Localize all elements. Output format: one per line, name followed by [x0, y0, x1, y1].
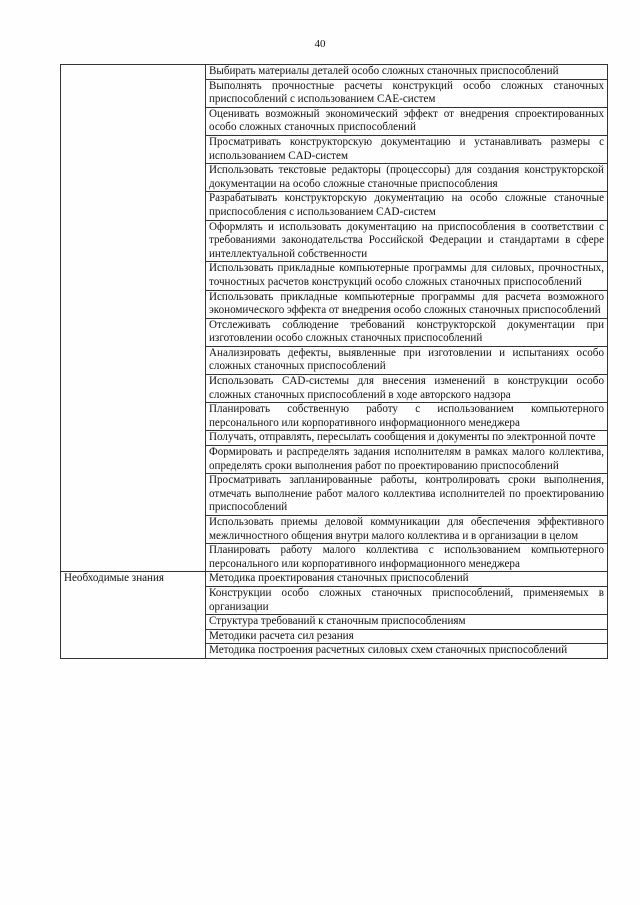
competency-table	[60, 64, 608, 659]
skill-item: Отслеживать соблюдение требований конструкторской документации при изготовлении особо сложных станочных приспособлений	[206, 318, 608, 346]
page-number: 40	[314, 38, 326, 50]
skill-item: Разрабатывать конструкторскую документацию на особо сложные станочные приспособления с использованием CAD-систем	[206, 192, 608, 220]
skill-item: Оценивать возможный экономический эффект от внедрения спроектированных особо сложных станочных приспособлений	[206, 107, 608, 135]
skill-item: Формировать и распределять задания исполнителям в рамках малого коллектива, определять сроки выполнения работ по проектированию приспособлений	[206, 446, 608, 474]
table-row	[61, 65, 608, 80]
knowledge-item: Структура требований к станочным приспособлениям	[206, 615, 608, 630]
skill-item: Использовать прикладные компьютерные программы для расчета возможного экономического эффекта от внедрения особо сложных станочных приспособлений	[206, 290, 608, 318]
knowledge-item: Конструкции особо сложных станочных приспособлений, применяемых в организации	[206, 586, 608, 614]
skill-item: Анализировать дефекты, выявленные при изготовлении и испытаниях особо сложных станочных приспособлений	[206, 346, 608, 374]
knowledge-item: Методика проектирования станочных приспособлений	[206, 572, 608, 587]
skill-item: Использовать текстовые редакторы (процессоры) для создания конструкторской документации на особо сложные станочные приспособления	[206, 164, 608, 192]
skill-item: Планировать собственную работу с использованием компьютерного персонального или корпоративного информационного менеджера	[206, 403, 608, 431]
skill-item: Получать, отправлять, пересылать сообщения и документы по электронной почте	[206, 431, 608, 446]
knowledge-item: Методика построения расчетных силовых схем станочных приспособлений	[206, 644, 608, 659]
skill-item: Использовать CAD-системы для внесения изменений в конструкции особо сложных станочных приспособлений в ходе авторского надзора	[206, 375, 608, 403]
skill-item: Использовать прикладные компьютерные программы для силовых, прочностных, точностных расчетов конструкций особо сложных станочных приспособлений	[206, 262, 608, 290]
skill-item: Планировать работу малого коллектива с использованием компьютерного персонального или корпоративного информационного менеджера	[206, 544, 608, 572]
skill-item: Просматривать запланированные работы, контролировать сроки выполнения, отмечать выполнение работ малого коллектива исполнителей по проектированию приспособлений	[206, 474, 608, 516]
skill-item: Просматривать конструкторскую документацию и устанавливать размеры с использованием CAD-систем	[206, 135, 608, 163]
skill-item: Оформлять и использовать документацию на приспособления в соответствии с требованиями законодательства Российской Федерации и стандартами в сфере интеллектуальной собственности	[206, 220, 608, 262]
skill-item: Выбирать материалы деталей особо сложных станочных приспособлений	[206, 65, 608, 80]
knowledge-item: Методики расчета сил резания	[206, 629, 608, 644]
skills-label-cell	[61, 65, 206, 572]
skill-item: Использовать приемы деловой коммуникации для обеспечения эффективного межличностного общения внутри малого коллектива и в организации в целом	[206, 516, 608, 544]
skill-item: Выполнять прочностные расчеты конструкций особо сложных станочных приспособлений с использованием CAE-систем	[206, 79, 608, 107]
table-row	[61, 572, 608, 587]
knowledge-label: Необходимые знания	[61, 572, 206, 659]
